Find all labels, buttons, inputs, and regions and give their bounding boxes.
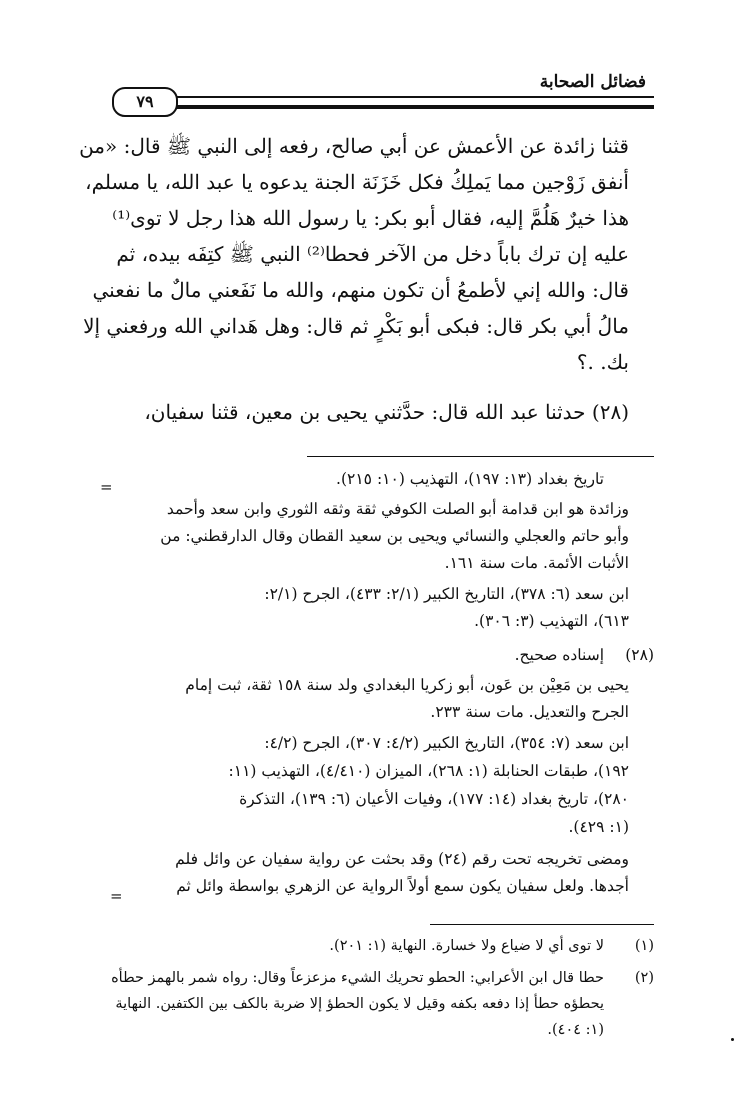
main-line-hadith-28: (٢٨) حدثنا عبد الله قال: حدَّثني يحيى بن معين، قثنا سفيان،	[144, 400, 629, 424]
page-number: ٧٩	[112, 87, 178, 117]
main-line-1: قثنا زائدة عن الأعمش عن أبي صالح، رفعه إلى النبي ﷺ قال: «من	[79, 134, 629, 158]
note-number-28: (٢٨)	[625, 646, 654, 664]
note-line: تاريخ بغداد (١٣: ١٩٧)، التهذيب (١٠: ٢١٥).	[336, 470, 604, 488]
note-line: يحيى بن مَعِيْن بن عَون، أبو زكريا البغدادي ولد سنة ١٥٨ ثقة، ثبت إمام	[185, 676, 629, 694]
footnote-label-2: (٢)	[634, 970, 654, 986]
running-title: فضائل الصحابة	[539, 72, 646, 92]
main-line-6: مالُ أبي بكر قال: فبكى أبو بَكْرٍ ثم قال: وهل هَداني الله ورفعني إلا	[83, 314, 629, 338]
main-line-2: أنفق زَوْجين مما يَملِكُ فكل خَزَنَة الجنة يدعوه يا عبد الله، يا مسلم،	[85, 170, 629, 194]
header-rule	[170, 96, 654, 109]
main-line-3: هذا خيرٌ هَلُمَّ إليه، فقال أبو بكر: يا رسول الله هذا رجل لا توى⁽¹⁾	[112, 206, 629, 230]
note-line: الجرح والتعديل. مات سنة ٢٣٣.	[430, 703, 629, 721]
main-line-7: بك. .؟	[576, 350, 629, 374]
footnote-line: حطا قال ابن الأعرابي: الحطو تحريك الشيء مزعزعاً وقال: رواه شمر بالهمز حطأه	[111, 970, 604, 986]
footnote-line: يحطؤه حطأ إذا دفعه بكفه وقيل لا يكون الحطؤ إلا ضربة بالكف بين الكتفين. النهاية	[115, 996, 604, 1012]
note-line: ومضى تخريجه تحت رقم (٢٤) وقد بحثت عن رواية سفيان عن وائل فلم	[175, 850, 629, 868]
main-line-5: قال: والله إني لأطمعُ أن تكون منهم، والله ما نَفَعني مالٌ ما نفعني	[92, 278, 629, 302]
note-line: إسناده صحيح.	[514, 646, 604, 664]
note-line: ١٩٢)، طبقات الحنابلة (١: ٢٦٨)، الميزان (٤/٤١٠)، التهذيب (١١:	[228, 762, 629, 780]
continuation-mark: =	[100, 478, 113, 496]
footnote-separator	[430, 924, 654, 925]
footnote-line: لا توى أي لا ضياع ولا خسارة. النهاية (١: ٢٠١).	[329, 938, 604, 954]
notes-separator	[307, 456, 654, 457]
note-line: الأثبات الأئمة. مات سنة ١٦١.	[444, 554, 629, 572]
note-line: ابن سعد (٧: ٣٥٤)، التاريخ الكبير (٤/٢: ٣٠٧)، الجرح (٤/٢:	[264, 734, 629, 752]
scan-dot	[731, 1038, 734, 1041]
note-line: ابن سعد (٦: ٣٧٨)، التاريخ الكبير (٢/١: ٤٣٣)، الجرح (٢/١:	[264, 585, 629, 603]
footnote-line: (١: ٤٠٤).	[547, 1022, 604, 1038]
note-line: وأبو حاتم والعجلي والنسائي ويحيى بن سعيد القطان وقال الدارقطني: من	[160, 527, 629, 545]
note-line: ٢٨٠)، تاريخ بغداد (١٤: ١٧٧)، وفيات الأعيان (٦: ١٣٩)، التذكرة	[239, 790, 629, 808]
note-line: أجدها. ولعل سفيان يكون سمع أولاً الرواية عن الزهري بواسطة وائل ثم	[176, 877, 629, 895]
main-line-4: عليه إن ترك باباً دخل من الآخر فحطا⁽²⁾ النبي ﷺ كتِفَه بيده، ثم	[116, 242, 629, 266]
footnote-label-1: (١)	[634, 938, 654, 954]
note-line: وزائدة هو ابن قدامة أبو الصلت الكوفي ثقة وثقه الثوري وابن سعد وأحمد	[166, 500, 629, 518]
note-line: (١: ٤٢٩).	[568, 818, 629, 836]
note-line: ٦١٣)، التهذيب (٣: ٣٠٦).	[474, 612, 629, 630]
end-continuation-mark: =	[110, 887, 123, 905]
